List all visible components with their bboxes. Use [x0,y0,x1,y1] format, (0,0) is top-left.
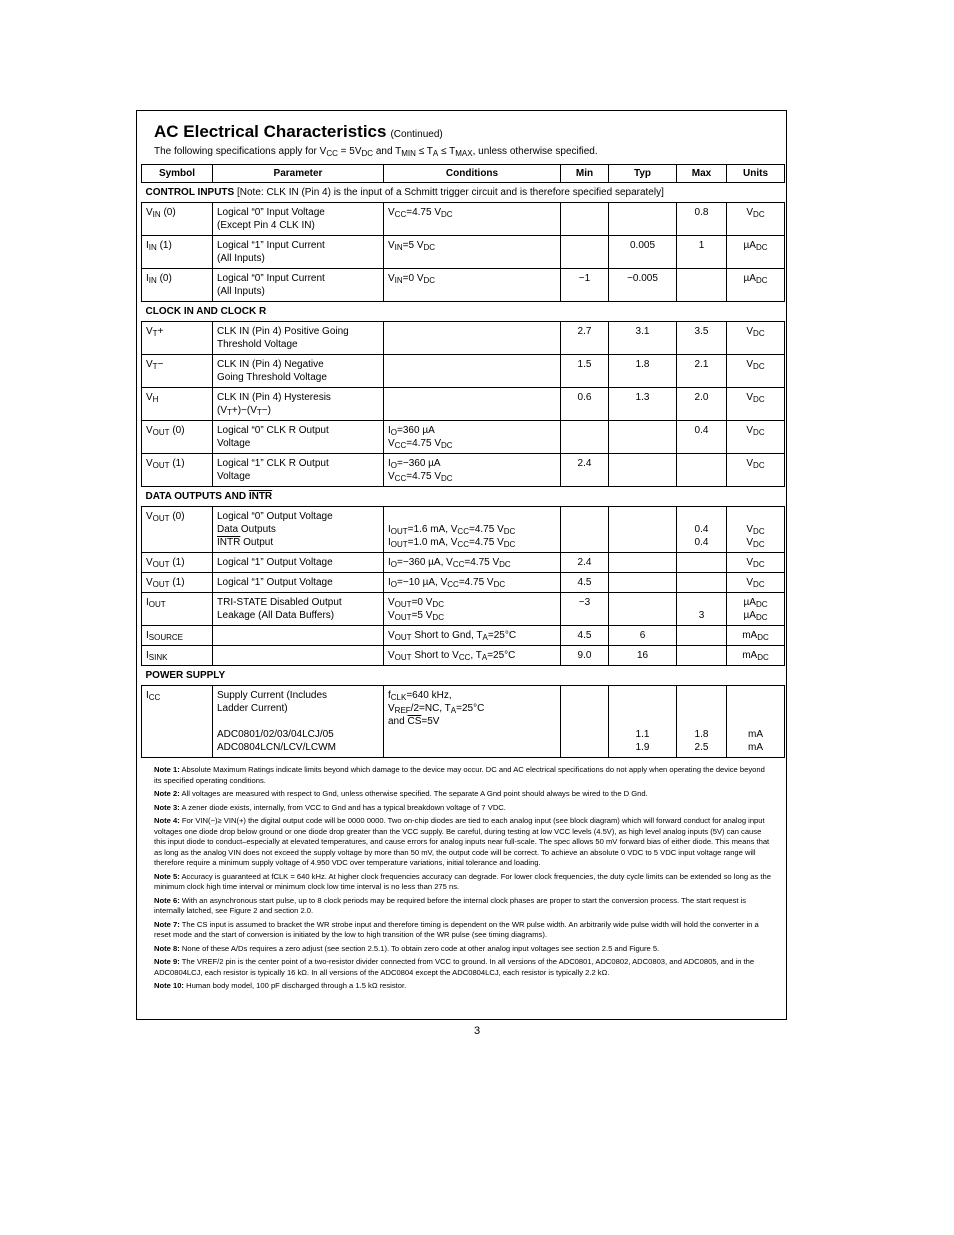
col-parameter: Parameter [213,165,384,183]
col-typ: Typ [609,165,677,183]
note-10: Note 10: Human body model, 100 pF discharged through a 1.5 kΩ resistor. [154,981,407,990]
note-9: Note 9: The VREF/2 pin is the center point of a two-resistor divider connected from VCC to ground. In all versions of the ADC0801, ADC0802, ADC0803, and ADC0805, and in the ADC0804LCJ, each resistor is typically 16 kΩ. In all versions of the ADC0804 except the ADC0804LCJ, each resistor is typically 2.2 kΩ. [154,957,755,977]
table-row: $I_{SINK}$ $V_{OUT}$ Short to $V_{CC}$, $T_A=25^\circ C$ 9.0 16 $mA_{DC}$ [142,646,785,666]
table-row: $V_{OUT}$ (0) Logical “0” CLK R Output Voltage $I_O=360$ µA $V_{CC}=4.75$ $V_{DC}$ 0.4 $V_{DC}$ [142,421,785,454]
table-header-row [142,165,785,183]
table-row: $I_{SOURCE}$ $V_{OUT}$ Short to Gnd, $T_A=25^\circ C$ 4.5 6 $mA_{DC}$ [142,626,785,646]
table-row: $V_T+$ CLK IN (Pin 4) Positive Going Threshold Voltage 2.7 3.1 3.5 $V_{DC}$ [142,322,785,355]
table-row: $V_{OUT}$ (0) Logical “0” Output Voltage Data Outputs INTR Output $I_{OUT}=1.6$ mA, $V_{CC}=4.75$ $V_{DC}$ $I_{OUT}=1.0$ mA, $V_{CC}=4.75$ $V_{DC}$ 0.4 0.4 $V_{DC}$ $V_{DC}$ [142,507,785,553]
col-min: Min [561,165,609,183]
section-clock: CLOCK IN AND CLOCK R [142,302,785,322]
note-5: Note 5: Accuracy is guaranteed at fCLK = 640 kHz. At higher clock frequencies accuracy can degrade. For lower clock frequencies, the duty cycle limits can be extended so long as the minimum clock high time interval or minimum clock low time interval is no less than 275 ns. [154,871,771,891]
col-max: Max [677,165,727,183]
table-row: $I_{IN}$ (1) Logical “1” Input Current (All Inputs) $V_{IN}=5$ $V_{DC}$ 0.005 1 µA$_{DC}$ [142,236,785,269]
table-row: $V_H$ CLK IN (Pin 4) Hysteresis $(V_T+)-(V_T-)$ 0.6 1.3 2.0 $V_{DC}$ [142,388,785,421]
col-conditions: Conditions [384,165,561,183]
datasheet-frame [136,110,787,1020]
table-row: $I_{OUT}$ TRI-STATE Disabled Output Leakage (All Data Buffers) $V_{OUT}=0$ $V_{DC}$ $V_{OUT}=5$ $V_{DC}$ −3 3 µA$_{DC}$ µA$_{DC}$ [142,593,785,626]
title-continued: (Continued) [390,129,443,140]
note-6: Note 6: With an asynchronous start pulse, up to 8 clock periods may be required before the internal clock phases are proper to start the conversion process. The start request is internally latched, see Figure 2 and section 2.0. [154,895,747,915]
note-1: Note 1: Absolute Maximum Ratings indicate limits beyond which damage to the device may occur. DC and AC electrical specifications do not apply when operating the device beyond its specified operating conditions. [154,765,765,785]
table-row: $V_{OUT}$ (1) Logical “1” Output Voltage $I_O=-10$ µA, $V_{CC}=4.75$ $V_{DC}$ 4.5 $V_{DC}$ [142,573,785,593]
table-row: $V_T-$ CLK IN (Pin 4) Negative Going Threshold Voltage 1.5 1.8 2.1 $V_{DC}$ [142,355,785,388]
table-row: $I_{IN}$ (0) Logical “0” Input Current (All Inputs) $V_{IN}=0$ $V_{DC}$ −1 −0.005 µA$_{DC}$ [142,269,785,302]
note-7: Note 7: The CS input is assumed to bracket the WR strobe input and therefore timing is dependent on the WR pulse width. An arbitrarily wide pulse width will hold the converter in a reset mode and the start of conversion is initiated by the low to high transition of the WR pulse (see timing diagrams). [154,919,759,939]
page-number: 3 [473,1025,481,1037]
col-units: Units [727,165,785,183]
page-title: AC Electrical Characteristics (Continued) [154,122,443,141]
table-row: $I_{CC}$ Supply Current (Includes Ladder Current) ADC0801/02/03/04LCJ/05 ADC0804LCN/LCV/LCWM $f_{CLK}=640$ kHz, $V_{REF}/2=NC$, $T_A=25^\circ C$ and $\overline{CS}=5V$ 1.1 1.9 1.8 2.5 mA mA [142,686,785,758]
note-2: Note 2: All voltages are measured with respect to Gnd, unless otherwise specified. The separate A Gnd point should always be wired to the D Gnd. [154,789,648,798]
section-power-supply: POWER SUPPLY [142,666,785,686]
table-row: $V_{OUT}$ (1) Logical “1” CLK R Output Voltage $I_O=-360$ µA $V_{CC}=4.75$ $V_{DC}$ 2.4 $V_{DC}$ [142,454,785,487]
note-3: Note 3: A zener diode exists, internally, from VCC to Gnd and has a typical breakdown voltage of 7 VDC. [154,802,506,812]
table-row: $V_{OUT}$ (1) Logical “1” Output Voltage $I_O=-360$ µA, $V_{CC}=4.75$ $V_{DC}$ 2.4 $V_{DC}$ [142,553,785,573]
col-symbol: Symbol [142,165,213,183]
section-control-inputs: CONTROL INPUTS [Note: CLK IN (Pin 4) is the input of a Schmitt trigger circuit and is therefore specified separately] [142,183,785,203]
spec-table [141,164,785,758]
note-4: Note 4: For VIN(−)≥ VIN(+) the digital output code will be 0000 0000. Two on-chip diodes are tied to each analog input (see block diagram) which will forward conduct for analog input voltages one diode drop below ground or one diode drop greater than the VCC supply. Be careful, during testing at low VCC levels (4.5V), as high level analog inputs (5V) can cause this input diode to conduct–especially at elevated temperatures, and cause errors for analog inputs near full-scale. The spec allows 50 mV forward bias of either diode. This means that as long as the analog VIN does not exceed the supply voltage by more than 50 mV, the output code will be correct. To achieve an absolute 0 VDC to 5 VDC input voltage range will therefore require a minimum supply voltage of 4.950 VDC over temperature variations, initial tolerance and loading. [154,816,770,867]
notes-section [154,765,771,995]
note-8: Note 8: None of these A/Ds requires a zero adjust (see section 2.5.1). To obtain zero code at other analog input voltages see section 2.5 and Figure 5. [154,943,660,953]
table-row: $V_{IN}$ (0) Logical “0” Input Voltage (Except Pin 4 CLK IN) $V_{CC}=4.75$ $V_{DC}$ 0.8 $V_{DC}$ [142,203,785,236]
intro-text: The following specifications apply for $V_{CC} = 5V_{DC}$ and $T_{MIN} \le T_A \le T_{MAX}$, unless otherwise specified. [154,146,598,158]
section-data-outputs: DATA OUTPUTS AND INTR [142,487,785,507]
